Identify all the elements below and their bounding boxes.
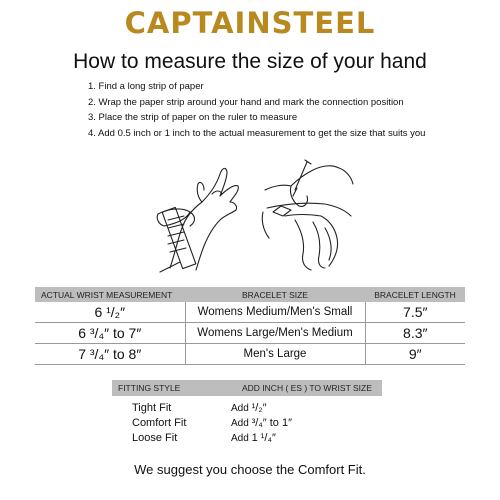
instruction-step: 3. Place the strip of paper on the ruler to measure — [88, 112, 298, 123]
fitting-style-name: Tight Fit — [132, 402, 172, 414]
hand-marking-paper-strip-illustration — [255, 150, 365, 275]
add-amount: 1 ¹/₄″ — [251, 432, 276, 444]
header-bracelet-size: BRACELET SIZE — [185, 287, 365, 302]
size-table-header-row — [35, 287, 465, 302]
wrist-measurement-cell: 7 ³/₄″ to 8″ — [35, 344, 185, 365]
wrist-measurement-cell: 6 ¹/₂″ — [35, 302, 185, 323]
bracelet-size-cell: Men's Large — [185, 344, 365, 365]
bracelet-length-cell: 8.3″ — [365, 323, 465, 344]
add-label: Add — [231, 403, 249, 414]
header-fitting-style: FITTING STYLE — [118, 383, 181, 393]
instruction-list — [88, 79, 425, 141]
table-row — [35, 302, 465, 323]
fitting-add-value — [231, 417, 292, 429]
bracelet-length-cell: 7.5″ — [365, 302, 465, 323]
fitting-style-name: Loose Fit — [132, 432, 178, 444]
add-label: Add — [231, 433, 249, 444]
instruction-step: 4. Add 0.5 inch or 1 inch to the actual measurement to get the size that suits you — [88, 127, 426, 139]
header-bracelet-length: BRACELET LENGTH — [365, 287, 465, 302]
fit-suggestion: We suggest you choose the Comfort Fit. — [134, 462, 366, 477]
instruction-step: 2. Wrap the paper strip around your hand and mark the connection position — [88, 96, 404, 108]
add-amount: ¹/₂″ — [251, 402, 267, 414]
wrist-measurement-cell: 6 ³/₄″ to 7″ — [35, 323, 185, 344]
add-amount: ³/₄″ to 1″ — [251, 417, 292, 429]
instruction-step: 1. Find a long strip of paper — [88, 81, 204, 92]
fitting-add-value — [231, 402, 266, 414]
bracelet-size-cell: Womens Medium/Men's Small — [185, 302, 365, 323]
table-row — [35, 323, 465, 344]
header-add-inches: ADD INCH ( ES ) TO WRIST SIZE — [242, 383, 372, 393]
page-title: How to measure the size of your hand — [73, 50, 427, 73]
bracelet-size-cell: Womens Large/Men's Medium — [185, 323, 365, 344]
header-actual-wrist-measurement: ACTUAL WRIST MEASUREMENT — [35, 287, 185, 302]
fitting-add-value — [231, 432, 276, 444]
fitting-style-name: Comfort Fit — [132, 417, 187, 429]
size-table — [35, 287, 465, 365]
brand-logo: CAPTAINSTEEL — [124, 6, 376, 40]
table-row — [35, 344, 465, 365]
hand-wrapping-paper-strip-illustration — [150, 150, 245, 275]
add-label: Add — [231, 418, 249, 429]
bracelet-length-cell: 9″ — [365, 344, 465, 365]
fitting-table-header — [112, 380, 382, 396]
